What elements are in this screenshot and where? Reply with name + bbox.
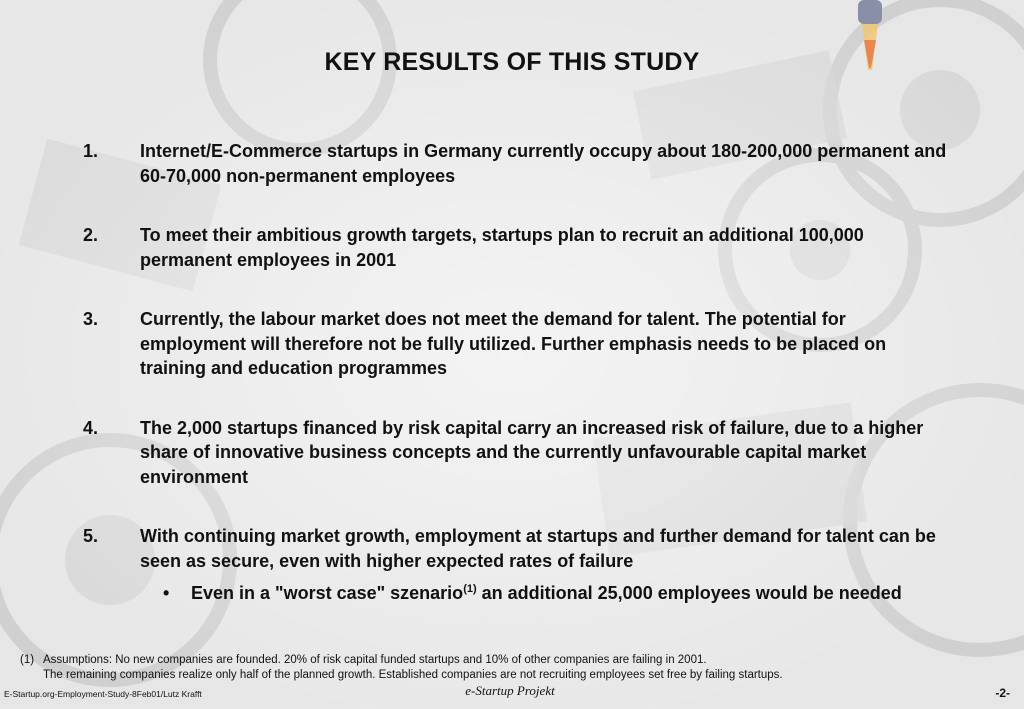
result-number: 1.: [83, 141, 99, 161]
sub-bullet-text-after: an additional 25,000 employees would be needed: [476, 583, 902, 603]
result-text: Currently, the labour market does not meet the demand for talent. The potential for employment will therefore not be fully utilized. Further emphasis needs to be placed on training and education programmes: [140, 309, 887, 378]
footnote-line-1: Assumptions: No new companies are founded. 20% of risk capital funded startups and 10% of other companies are failing in 2001.: [43, 654, 707, 666]
result-item-3: [80, 307, 960, 381]
footnote-marker: (1): [20, 654, 35, 666]
result-text: Internet/E-Commerce startups in Germany currently occupy about 180-200,000 permanent and 60-70,000 non-permanent employees: [140, 141, 947, 186]
result-number: 2.: [83, 225, 99, 245]
result-item-5: [80, 524, 960, 573]
result-item-2: [80, 223, 960, 272]
result-number: 5.: [83, 526, 99, 546]
footnote-text: [43, 653, 783, 683]
sub-bullet-text-before: Even in a "worst case" szenario: [191, 583, 464, 603]
result-item-1: [80, 139, 960, 188]
footer-source: E-Startup.org-Employment-Study-8Feb01/Lutz Krafft: [4, 689, 202, 699]
result-text: The 2,000 startups financed by risk capital carry an increased risk of failure, due to a higher share of innovative business concepts and the currently unfavourable capital market environment: [140, 417, 924, 487]
footer-logo-text: e-Startup Projekt: [465, 683, 555, 698]
bullet-icon: •: [163, 583, 170, 603]
footnote-line-2: The remaining companies realize only half of the planned growth. Established companies are not recruiting employees set free by failing startups.: [43, 669, 783, 681]
result-number: 3.: [83, 309, 99, 329]
footnote: [20, 653, 783, 683]
result-number: 4.: [83, 417, 99, 438]
sub-bullet-text: [191, 581, 951, 606]
results-list: [80, 139, 960, 606]
result-text: With continuing market growth, employment at startups and further demand for talent can be seen as secure, even with higher expected rates of failure: [140, 526, 936, 571]
page-number: -2-: [995, 686, 1010, 700]
sub-bullet-worst-case: [160, 581, 960, 606]
result-item-4: [80, 416, 960, 490]
result-text: To meet their ambitious growth targets, startups plan to recruit an additional 100,000 permanent employees in 2001: [140, 225, 864, 270]
footnote-reference: (1): [463, 583, 477, 595]
page-title: KEY RESULTS OF THIS STUDY: [324, 48, 700, 76]
